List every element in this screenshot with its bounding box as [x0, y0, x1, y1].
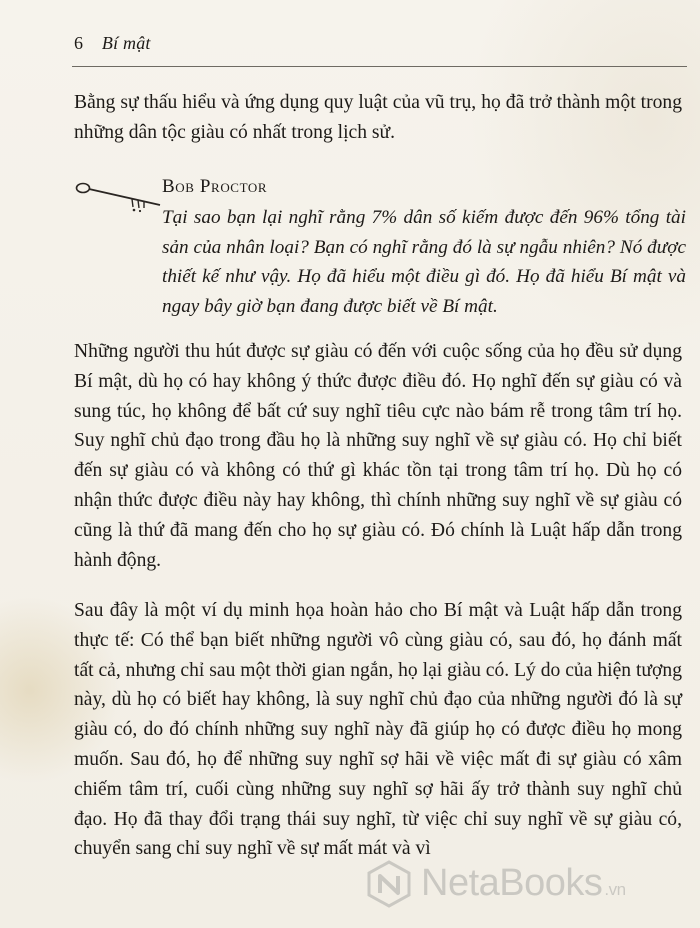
netabooks-logo-icon	[365, 860, 413, 908]
quote-block	[74, 176, 686, 326]
watermark-text	[421, 862, 626, 905]
watermark-brand: NetaBooks	[421, 862, 603, 904]
header-divider	[72, 66, 687, 67]
page-number: 6	[74, 33, 84, 53]
paragraph-2: Những người thu hút được sự giàu có đến với cuộc sống của họ đều sử dụng Bí mật, dù họ có hay không ý thức được điều đó. Họ nghĩ đến sự giàu có và sung túc, họ không để bất cứ suy nghĩ tiêu cực nào bám rễ trong tâm trí họ. Suy nghĩ chủ đạo trong đầu họ là những suy nghĩ về sự giàu có. Họ chỉ biết đến sự giàu có và không có thứ gì khác tồn tại trong tâm trí họ. Dù họ có nhận thức được điều này hay không, thì chính những suy nghĩ về sự giàu có cũng là thứ đã mang đến cho họ sự giàu có. Đó chính là Luật hấp dẫn trong hành động.	[74, 341, 682, 571]
paragraph-1: Bằng sự thấu hiểu và ứng dụng quy luật của vũ trụ, họ đã trở thành một trong những dân tộc giàu có nhất trong lịch sử.	[74, 92, 682, 143]
paragraph-3: Sau đây là một ví dụ minh họa hoàn hảo cho Bí mật và Luật hấp dẫn trong thực tế: Có thể bạn biết những người vô cùng giàu có, sau đó, họ đánh mất tất cả, nhưng chỉ sau một thời gian ngắn, họ lại giàu có. Lý do của hiện tượng này, dù họ có biết hay không, là suy nghĩ chủ đạo của những người đó là sự giàu có, do đó chính những suy nghĩ này đã giúp họ có được điều họ mong muốn. Sau đó, họ để những suy nghĩ sợ hãi về việc mất đi sự giàu có xâm chiếm tâm trí, cuối cùng những suy nghĩ sợ hãi ấy trở thành suy nghĩ chủ đạo. Họ đã thay đổi trạng thái suy nghĩ, từ việc chỉ suy nghĩ về sự giàu có, chuyển sang chỉ suy nghĩ về sự mất mát và vì	[74, 600, 682, 860]
quote-text: Tại sao bạn lại nghĩ rằng 7% dân số kiếm được đến 96% tổng tài sản của nhân loại? Bạn có nghĩ rằng đó là sự ngẫu nhiên? Nó được thiết kế như vậy. Họ đã hiểu một điều gì đó. Họ đã hiểu Bí mật và ngay bây giờ bạn đang được biết về Bí mật.	[162, 207, 686, 317]
watermark	[365, 860, 685, 910]
running-head	[74, 33, 151, 54]
quote-speaker: Bob Proctor	[162, 176, 268, 197]
watermark-suffix: .vn	[604, 880, 626, 899]
key-icon	[74, 182, 162, 216]
section-title: Bí mật	[101, 33, 151, 53]
